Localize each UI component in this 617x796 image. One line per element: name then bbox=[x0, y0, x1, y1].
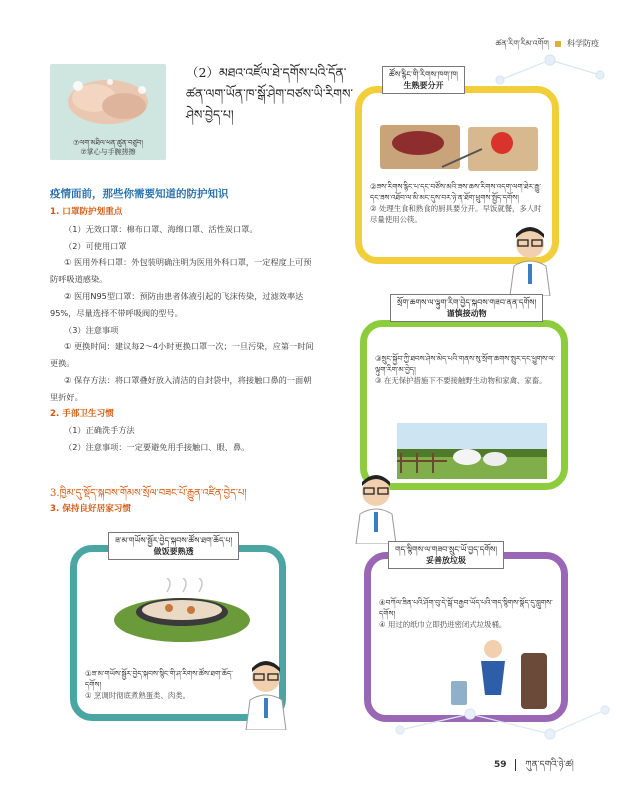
card-raw-text-chinese: ② 处理生食和熟食的厨具要分开。早饭就餐，多人时尽量使用公筷。 bbox=[370, 204, 542, 224]
tag-food-chinese: 做饭要熟透 bbox=[153, 547, 194, 556]
tag-food-tibetan: ཟ་མ་གཡོས་སྦྱོར་བྱེད་སྐབས་ཚོས་ཐག་ཆོད་པ། bbox=[115, 536, 233, 545]
doctor-illustration bbox=[346, 474, 406, 544]
tag-animal-tibetan: སྲོག་ཆགས་ལ་ལྟུག་རིག་བྱེད་སྐབས་གཟབ་ནན་དགོས། bbox=[397, 298, 537, 307]
body-line: （1）正确洗手方法 bbox=[64, 425, 135, 436]
heading-hand-hygiene: 2. 手部卫生习惯 bbox=[50, 408, 114, 419]
photo-caption-chinese: ⑦掌心与手腕搓擦 bbox=[80, 148, 136, 156]
card-food-text-tibetan: ①ཟ་མ་གཡོས་སྦྱོར་བྱེད་སྐབས་སྙིང་གི་ཤ་རིགས་ཚོས་ཐག་ཆོད་དགོས། bbox=[85, 669, 233, 689]
heading-mask: 1. 口罩防护划重点 bbox=[50, 207, 123, 217]
farm-animals-illustration bbox=[397, 423, 547, 479]
hands-illustration bbox=[50, 64, 166, 136]
page-footer bbox=[494, 755, 574, 780]
body-text bbox=[50, 204, 314, 456]
card-raw-text-tibetan: ②ཟས་རིགས་རྙིང་པ་དང་བཙོས་མའི་ཟས་ཆས་རིགས་འདག་ལག་ཐེར་རྒྱུ་དང་ཟས་འཐོབ་ལ་མི་མང་དུས་བར་ཉེ་ན་ཐོག་ཕྲུགས་སྤྱོད་དགོས། bbox=[370, 182, 541, 202]
card-trash-text bbox=[379, 597, 559, 630]
footer-tibetan: ཀུན་དགའི་ཉེ་ཚ། bbox=[525, 760, 574, 770]
header-section: 科学防疫 bbox=[567, 39, 599, 48]
section3-title: 3. 保持良好居家习惯 bbox=[50, 504, 131, 514]
body-line: （1）无效口罩：棉布口罩、海绵口罩、活性炭口罩。 bbox=[64, 223, 258, 234]
card-trash-text-chinese: ④ 用过的纸巾立即扔进密闭式垃圾桶。 bbox=[379, 620, 507, 629]
card-food-text-chinese: ① 烹调时彻底煮熟蛋类、肉类。 bbox=[85, 691, 191, 700]
tag-animal-chinese: 谨慎接动物 bbox=[446, 309, 487, 318]
body-line: ② 医用N95型口罩：预防由患者体液引起的飞沫传染，过滤效率达95%，尽量选择不带呼吸阀的型号。 bbox=[50, 290, 304, 318]
hand-washing-photo bbox=[50, 64, 166, 160]
card-animal-text-chinese: ③ 在无保护措施下不要接触野生动物和家禽、家畜。 bbox=[375, 376, 547, 385]
body-line: （2）可使用口罩 bbox=[64, 240, 127, 251]
doctor-illustration bbox=[500, 226, 560, 296]
card-trash-text-tibetan: ④བཀོལ་ཟིན་པའི་ཤོག་བུ་དེ་སྒོ་བརྒྱབ་ཡོད་པའི་གད་སྙིགས་སྣོད་དུ་བླུགས་དགོས། bbox=[379, 598, 553, 618]
body-line: ① 更换时间：建议每2～4小时更换口罩一次；一旦污染，应第一时间更换。 bbox=[50, 341, 314, 369]
card-animals bbox=[360, 320, 568, 490]
body-line: ② 保存方法：将口罩叠好放入清洁的自封袋中，将接触口鼻的一面朝里折好。 bbox=[50, 374, 312, 402]
pot-illustration bbox=[107, 578, 257, 648]
section-title: 疫情面前，那些你需要知道的防护知识 bbox=[50, 188, 229, 200]
card-animal-text bbox=[375, 353, 557, 386]
cutting-board-illustration bbox=[372, 115, 542, 175]
tag-dispose-trash bbox=[388, 541, 504, 569]
body-line: （2）注意事项：一定要避免用手接触口、眼、鼻。 bbox=[64, 442, 250, 453]
header-tibetan: ཚན་རིག་རིམ་འགོག bbox=[495, 39, 549, 48]
intro-title-tibetan: （2）མཐའ་འཛོལ་ཐེ་དགོས་པའི་དོན་ཚན་ལག་ཡོན་ཁ་སྒོ་ཤེག་བཙས་ཡི་རིགས་ཤེས་བྱེད་པ། bbox=[186, 65, 354, 122]
tag-raw-chinese: 生熟要分开 bbox=[403, 81, 444, 90]
section3-title-tibetan: 3.ཁྱིམ་དུ་སྡོད་སྐབས་གོམས་སྲོལ་བཟང་པོ་རྒྱུན་འཛིན་བྱེད་པ། bbox=[50, 488, 247, 499]
tag-trash-chinese: 妥善放垃圾 bbox=[426, 556, 467, 565]
photo-caption bbox=[50, 137, 166, 160]
tag-animals bbox=[390, 294, 543, 322]
tag-raw-tibetan: ཚོས་རྙིང་གི་རིགས་ཁག་ཁ། bbox=[389, 70, 458, 79]
doctor-illustration bbox=[236, 660, 296, 730]
card-food-text bbox=[85, 668, 235, 701]
molecule-decoration-bottom bbox=[380, 700, 617, 750]
card-animal-text-tibetan: ③སྲུང་སྐྱོབ་ཀྱི་ཐབས་ཤེས་མེད་པའི་གནས་སུ་སྲོག་ཆགས་སྤུར་དང་ཕྱུགས་ལ་ལྟུག་རིག་མ་བྱེད། bbox=[375, 354, 556, 374]
body-line: ① 医用外科口罩：外包装明确注明为医用外科口罩，一定程度上可预防呼吸道感染。 bbox=[50, 257, 312, 285]
tag-raw-cooked bbox=[382, 66, 465, 94]
body-line: （3）注意事项 bbox=[64, 324, 119, 335]
tag-trash-tibetan: གད་སྙིགས་ལ་གཟབ་སྲུང་ཡོ་བྱད་དགོས། bbox=[395, 545, 498, 554]
photo-caption-tibetan: ⑦ལག་མཐིལ་ཕན་ཚུན་བཙུབ། bbox=[73, 139, 143, 147]
tag-cook-thoroughly bbox=[108, 532, 239, 560]
footer-divider bbox=[515, 759, 516, 771]
card-dispose-trash bbox=[364, 552, 568, 722]
card-raw-text bbox=[370, 181, 548, 225]
page-number: 59 bbox=[494, 760, 507, 770]
